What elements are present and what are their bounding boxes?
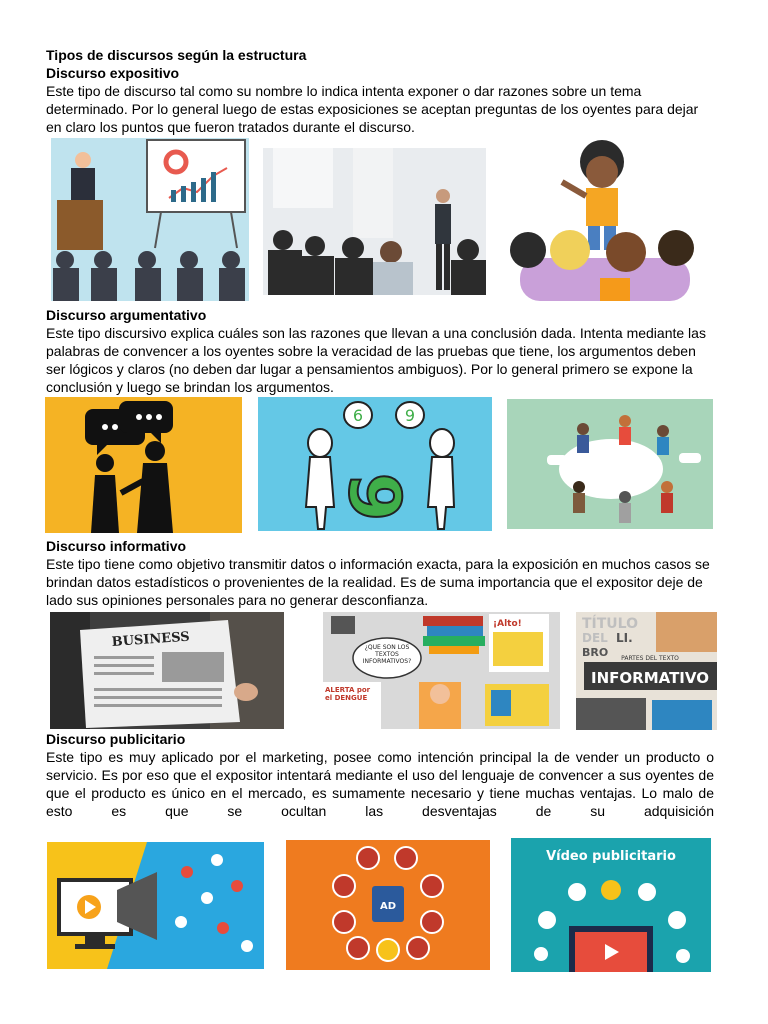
paragraph-publicitario: Este tipo es muy aplicado por el marketing, posee como intención principal la de vender un producto o servicio. Es por eso que el expositor intentará mediante el uso del lenguaje de convencer a sus oyentes de que el producto es único en el mercado, es sumamente necesario y tiene muchas ventajas. Lo malo de esto es que se ocultan las desventajas de su adquisición bbox=[46, 749, 714, 819]
heading-argumentativo: Discurso argumentativo bbox=[46, 307, 207, 323]
li-text: LI. bbox=[616, 631, 633, 645]
image-expositivo-child-speaker bbox=[500, 138, 698, 301]
ad-center-label: AD bbox=[379, 901, 397, 912]
paragraph-expositivo: Este tipo de discurso tal como su nombre lo indica intenta exponer o dar razones sobre un tema determinado. Por lo general luego de estas exposiciones se aceptan preguntas de los oyentes para dejar en claro los puntos que fueron tratados durante el discurso. bbox=[46, 83, 699, 135]
image-publicitario-megaphone-screen bbox=[47, 842, 264, 969]
heading-publicitario: Discurso publicitario bbox=[46, 731, 186, 747]
image-informativo-textos-collage bbox=[323, 612, 560, 729]
bubble-six: 6 bbox=[352, 406, 364, 425]
alerta-dengue-text: ALERTA por el DENGUE bbox=[325, 686, 371, 702]
document-title: Tipos de discursos según la estructura bbox=[46, 47, 307, 63]
image-argumentativo-silhouettes-dialogue bbox=[45, 397, 242, 533]
heading-expositivo: Discurso expositivo bbox=[46, 65, 180, 81]
image-expositivo-classroom-photo bbox=[263, 148, 486, 295]
big-nine-numeral: 9 bbox=[333, 472, 415, 522]
image-publicitario-ad-icons bbox=[286, 840, 490, 970]
image-publicitario-video-ad bbox=[511, 838, 711, 972]
heading-informativo: Discurso informativo bbox=[46, 538, 187, 554]
que-son-text: ¿QUÉ SON LOS TEXTOS INFORMATIVOS? bbox=[362, 644, 412, 665]
newspaper-headline: BUSINESS bbox=[111, 629, 191, 650]
paragraph-informativo: Este tipo tiene como objetivo transmitir datos o información exacta, para la exposición en muchos casos se brindan datos estadísticos o provenientes de la realidad. Es de suma importancia que el expositor deje de lado sus opiniones personales para no generar desconfianza. bbox=[46, 556, 710, 608]
video-publicitario-title: Vídeo publicitario bbox=[546, 849, 676, 864]
image-argumentativo-six-nine-debate bbox=[258, 397, 492, 531]
paragraph-argumentativo: Este tipo discursivo explica cuáles son las razones que llevan a una conclusión dada. Intenta mediante las palabras de convencer a los oyentes sobre la veracidad de las pruebas que tiene, los argumentos deben ser lógicos y claros (no deben dar lugar a pensamientos ambiguos). Por lo general primero se expone la conclusión y luego se brindan los argumentos. bbox=[46, 325, 706, 395]
image-argumentativo-round-table bbox=[507, 399, 713, 529]
alto-text: ¡Alto! bbox=[493, 619, 522, 629]
partes-text: PARTES DEL TEXTO bbox=[621, 655, 679, 662]
bro-text: BRO bbox=[582, 646, 609, 659]
image-informativo-partes-texto bbox=[576, 612, 717, 730]
informativo-banner-text: INFORMATIVO bbox=[591, 669, 709, 687]
del-text: DEL bbox=[582, 631, 608, 645]
titulo-text: TÍTULO bbox=[582, 616, 638, 632]
bubble-nine: 9 bbox=[404, 406, 416, 425]
image-informativo-business-newspaper bbox=[50, 612, 284, 729]
image-expositivo-presenter-chart bbox=[51, 138, 249, 301]
